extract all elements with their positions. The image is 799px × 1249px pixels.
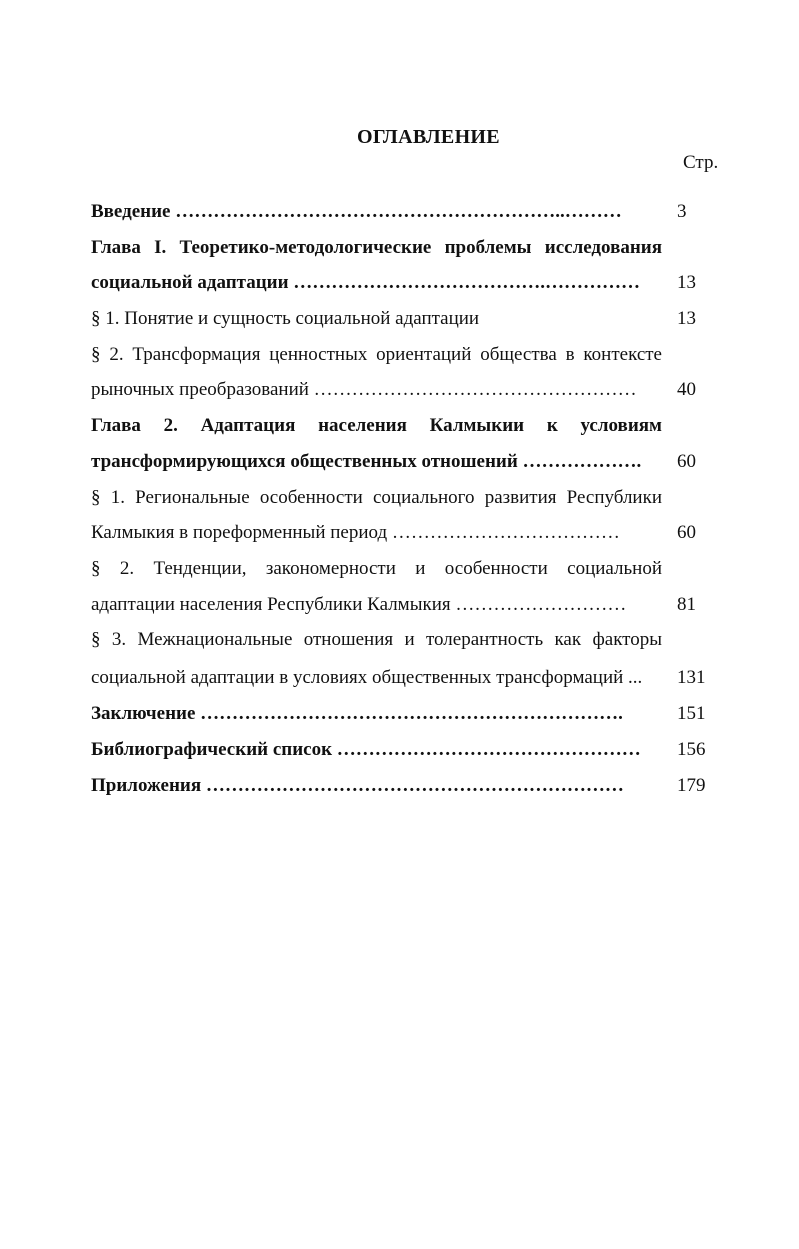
pages-column-header: Стр. (683, 152, 719, 173)
toc-entry-ch1-section-1: § 1. Понятие и сущность социальной адаптации (91, 308, 480, 329)
toc-page-ch1-section-2: 40 (677, 379, 696, 400)
toc-entry-ch2-section-3-line-1: § 3. Межнациональные отношения и толерантность как факторы (91, 629, 662, 650)
toc-page-ch2-section-1: 60 (677, 522, 696, 543)
toc-entry-chapter-2-line-1: Глава 2. Адаптация населения Калмыкии к условиям (91, 415, 662, 436)
toc-page-conclusion: 151 (677, 703, 706, 724)
toc-entry-conclusion: Заключение …………………………………………………………. (91, 703, 623, 724)
toc-entry-ch2-section-3-line-2: социальной адаптации в условиях общественных трансформаций ... (91, 667, 643, 688)
page-title: ОГЛАВЛЕНИЕ (357, 126, 500, 148)
toc-entry-introduction: Введение ……………………………………………………..……… (91, 201, 622, 222)
toc-entry-chapter-2-line-2: трансформирующихся общественных отношений ………………. (91, 451, 642, 472)
toc-page-ch1-section-1: 13 (677, 308, 696, 329)
toc-page-chapter-2: 60 (677, 451, 696, 472)
toc-entry-ch2-section-1-line-2: Калмыкия в пореформенный период ……………………………… (91, 522, 620, 543)
toc-page-bibliography: 156 (677, 739, 706, 760)
toc-entry-ch2-section-2-line-2: адаптации населения Республики Калмыкия ……………………… (91, 594, 627, 615)
toc-entry-ch2-section-1-line-1: § 1. Региональные особенности социального развития Республики (91, 487, 662, 508)
toc-entry-chapter-1-line-2: социальной адаптации ………………………………….…………… (91, 272, 641, 293)
toc-entry-ch1-section-2-line-1: § 2. Трансформация ценностных ориентаций общества в контексте (91, 344, 662, 365)
toc-entry-ch2-section-2-line-1: § 2. Тенденции, закономерности и особенности социальной (91, 558, 662, 579)
toc-page-introduction: 3 (677, 201, 687, 222)
toc-page-appendices: 179 (677, 775, 706, 796)
toc-entry-bibliography: Библиографический список ………………………………………… (91, 739, 641, 760)
toc-page-chapter-1: 13 (677, 272, 696, 293)
toc-entry-ch1-section-2-line-2: рыночных преобразований …………………………………………… (91, 379, 637, 400)
toc-page-ch2-section-2: 81 (677, 594, 696, 615)
toc-entry-appendices: Приложения ………………………………………………………… (91, 775, 624, 796)
toc-page-ch2-section-3: 131 (677, 667, 706, 688)
toc-entry-chapter-1-line-1: Глава I. Теоретико-методологические проблемы исследования (91, 237, 662, 258)
